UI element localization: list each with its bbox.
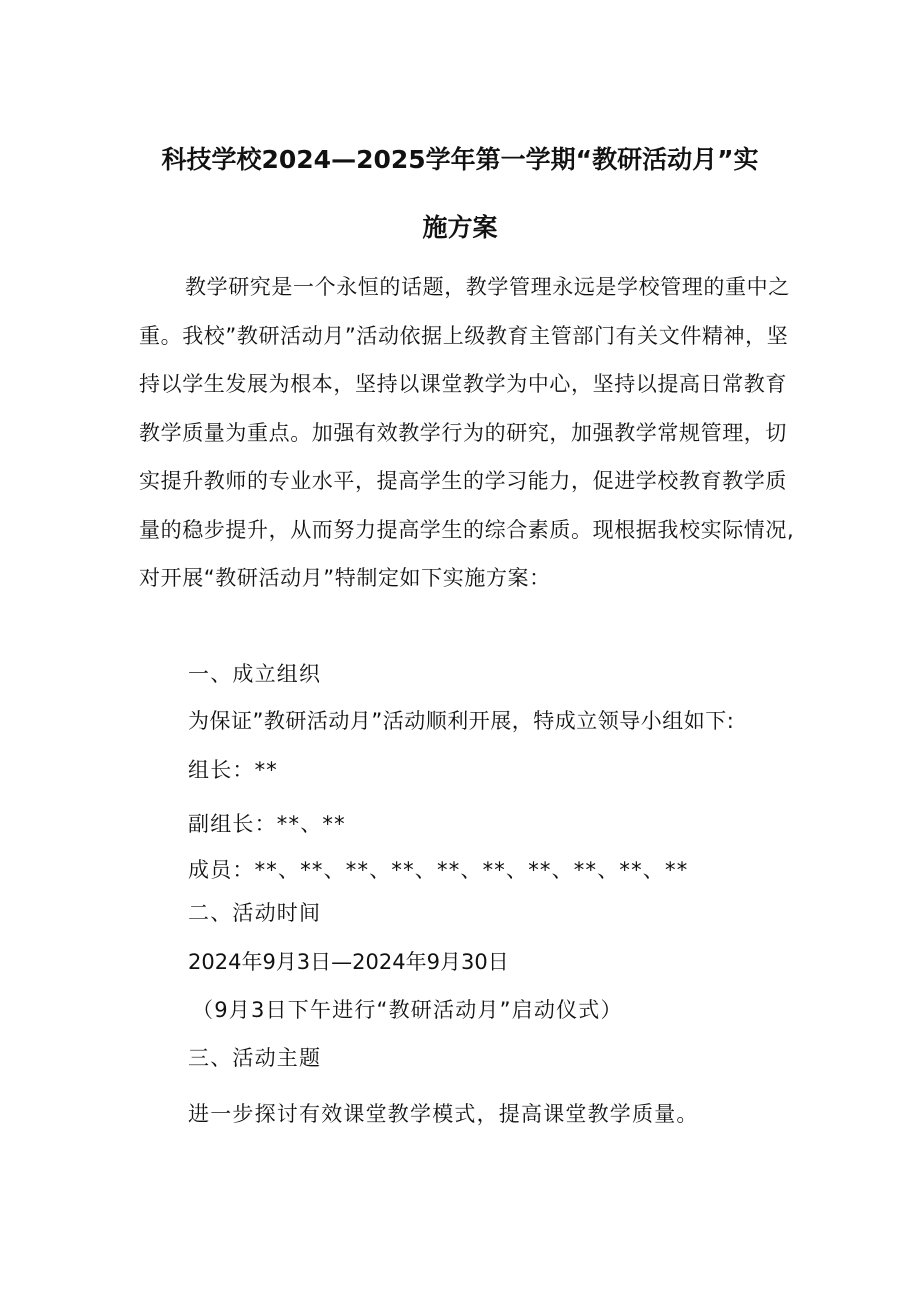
section-1-heading: 一、成立组织 (188, 662, 322, 686)
activity-theme: 进一步探讨有效课堂教学模式，提高课堂教学质量。 (188, 1102, 699, 1126)
group-members: 成员：**、**、**、**、**、**、**、**、**、** (188, 858, 689, 882)
section-2-heading: 二、活动时间 (188, 901, 322, 925)
section-1-description: 为保证”教研活动月”活动顺利开展，特成立领导小组如下: (188, 709, 735, 733)
launch-ceremony-note: （9月3日下午进行“教研活动月”启动仪式） (192, 998, 623, 1022)
activity-dates: 2024年9月3日—2024年9月30日 (188, 950, 509, 974)
document-title-line-1: 科技学校2024—2025学年第一学期“教研活动月”实 (161, 145, 759, 174)
section-3-heading: 三、活动主题 (188, 1046, 322, 1070)
vice-group-leader: 副组长：**、** (188, 812, 346, 836)
intro-paragraph: 教学研究是一个永恒的话题，教学管理永远是学校管理的重中之重。我校”教研活动月”活动依据上级教育主管部门有关文件精神，坚持以学生发展为根本，坚持以课堂教学为中心，坚持以提高日常教育教学质量为重点。加强有效教学行为的研究，加强教学常规管理，切实提升教师的专业水平，提高学生的学习能力，促进学校教育教学质量的稳步提升，从而努力提高学生的综合素质。现根据我校实际情况,对开展“教研活动月”特制定如下实施方案： (139, 275, 795, 590)
document-title-line-2: 施方案 (422, 213, 498, 242)
group-leader: 组长：** (188, 758, 278, 782)
